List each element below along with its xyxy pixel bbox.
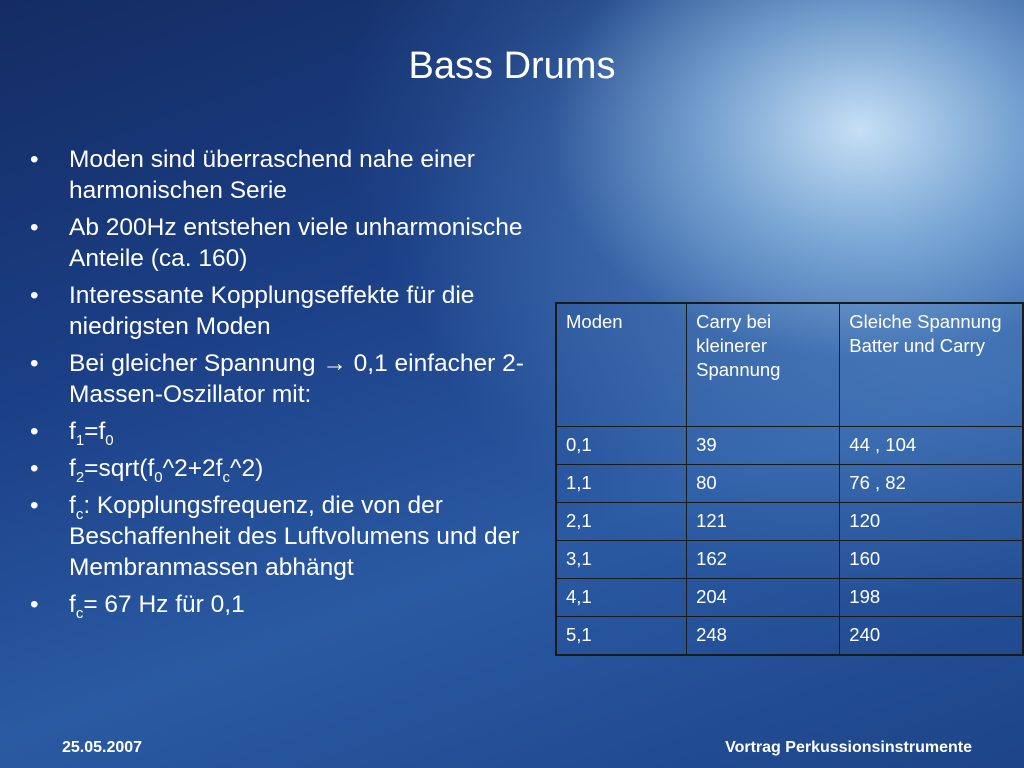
bullet-item (30, 453, 555, 484)
table-header-cell: Moden (556, 303, 687, 427)
table-cell: 1,1 (556, 465, 687, 503)
table-cell: 160 (840, 541, 1023, 579)
formula-fc-value (69, 591, 245, 622)
formula-subscript: 0 (105, 432, 114, 449)
formula-subscript: c (222, 469, 230, 486)
table-cell: 2,1 (556, 503, 687, 541)
bullet-dot: • (30, 146, 39, 173)
table-header-cell: Gleiche Spannung Batter und Carry (840, 303, 1023, 427)
formula-part: f (69, 455, 76, 482)
formula-subscript: 0 (154, 469, 163, 486)
bullet-dot: • (30, 492, 39, 519)
bullet-item (30, 348, 555, 410)
formula-subscript: c (75, 605, 84, 622)
bullet-text: Interessante Kopplungseffekte für die niedrigsten Moden (69, 282, 475, 340)
table-cell: 39 (687, 427, 840, 465)
bullet-dot: • (30, 455, 39, 482)
formula-part: ^2+2f (162, 455, 223, 482)
footer-date: 25.05.2007 (62, 739, 143, 756)
table-cell: 44 , 104 (840, 427, 1023, 465)
formula-part: ^2) (230, 455, 264, 482)
formula-part: =f (84, 418, 106, 445)
table-cell: 240 (840, 617, 1023, 656)
bullet-dot: • (30, 282, 39, 309)
table-header-row (556, 303, 1023, 427)
bullet-text: Ab 200Hz entstehen viele unharmonische Anteile (ca. 160) (69, 214, 523, 272)
bullet-item (30, 212, 555, 274)
table-row (556, 579, 1023, 617)
formula-part: = 67 Hz für 0,1 (83, 591, 245, 618)
formula-part: : Kopplungsfrequenz, die von der Beschaffenheit des Luftvolumens und der Membranmassen abhängt (69, 492, 520, 581)
bullet-dot: • (30, 214, 39, 241)
table-cell: 76 , 82 (840, 465, 1023, 503)
arrow-right-icon: → (322, 350, 347, 377)
formula-part: =sqrt(f (84, 455, 155, 482)
formula-part: f (69, 591, 76, 618)
bullet-list (30, 144, 555, 626)
slide-title: Bass Drums (408, 45, 616, 87)
table-cell: 80 (687, 465, 840, 503)
bullet-dot: • (30, 418, 39, 445)
bullet-text-start: Bei gleicher Spannung (69, 350, 323, 377)
table-cell: 0,1 (556, 427, 687, 465)
bullet-dot: • (30, 350, 39, 377)
bullet-item (30, 490, 555, 583)
formula-f2 (69, 455, 264, 486)
table-cell: 248 (687, 617, 840, 656)
table-row (556, 503, 1023, 541)
formula-fc-definition (69, 492, 519, 581)
formula-part: f (69, 418, 76, 445)
bullet-item (30, 280, 555, 342)
formula-subscript: 2 (75, 469, 85, 486)
footer-talk-title: Vortrag Perkussionsinstrumente (725, 739, 972, 756)
table-row (556, 427, 1023, 465)
bullet-text-end: 0,1 einfacher 2-Massen-Oszillator mit: (69, 350, 524, 408)
table-cell: 198 (840, 579, 1023, 617)
table-cell: 3,1 (556, 541, 687, 579)
bullet-item (30, 589, 555, 620)
table-cell: 5,1 (556, 617, 687, 656)
formula-f1 (69, 418, 114, 449)
bullet-item (30, 144, 555, 206)
formula-subscript: c (75, 506, 84, 523)
bullet-text: Moden sind überraschend nahe einer harmonischen Serie (69, 146, 475, 204)
formula-part: f (69, 492, 76, 519)
mode-frequency-table (555, 302, 1024, 656)
bullet-dot: • (30, 591, 39, 618)
table-row (556, 465, 1023, 503)
table-cell: 121 (687, 503, 840, 541)
table-header-cell: Carry bei kleinerer Spannung (687, 303, 840, 427)
formula-subscript: 1 (75, 432, 85, 449)
table-cell: 4,1 (556, 579, 687, 617)
table-row (556, 541, 1023, 579)
table-row (556, 617, 1023, 656)
table-cell: 204 (687, 579, 840, 617)
table-cell: 162 (687, 541, 840, 579)
bullet-item (30, 416, 555, 447)
table-cell: 120 (840, 503, 1023, 541)
